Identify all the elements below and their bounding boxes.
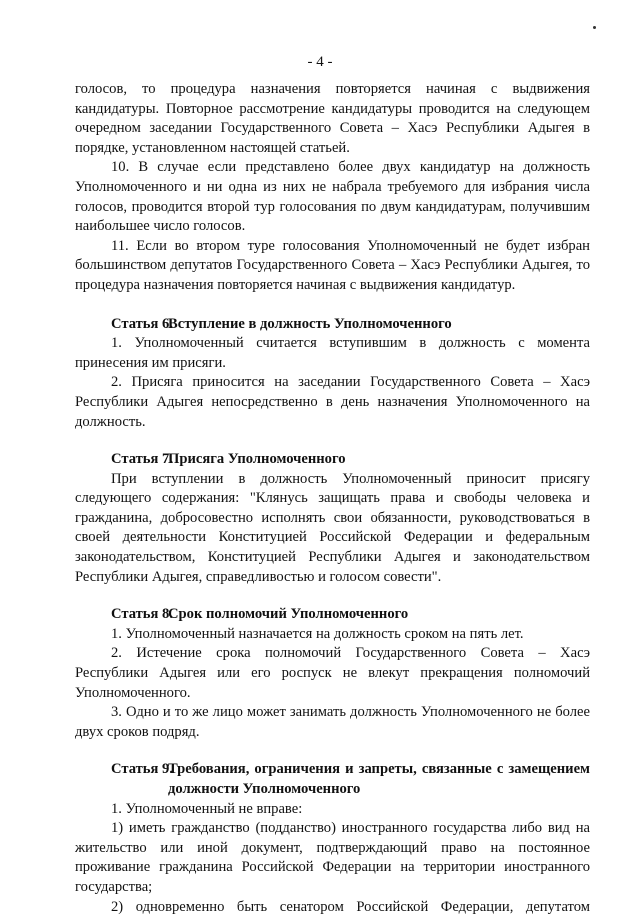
article-6-heading — [75, 315, 590, 335]
article-number: Статья 9. — [111, 761, 173, 778]
paragraph: 2. Истечение срока полномочий Государственного Совета – Хасэ Республики Адыгея или его роспуск не влекут прекращения полномочий Уполномоченного. — [75, 645, 590, 701]
article-7-heading — [75, 450, 590, 470]
paragraph: 2) одновременно быть сенатором Российской Федерации, депутатом — [111, 898, 590, 915]
paragraph: голосов, то процедура назначения повторяется начиная с выдвижения кандидатуры. Повторное рассмотрение кандидатуры проводится на следующем очередном заседании Государственного Совета – Хасэ Республики Адыгея в порядке, установленном настоящей статьей. — [75, 81, 590, 156]
article-8-heading — [75, 605, 590, 625]
scan-speck — [593, 26, 596, 29]
article-title: Срок полномочий Уполномоченного — [168, 606, 409, 623]
paragraph: 1. Уполномоченный считается вступившим в должность с момента принесения им присяги. — [75, 335, 590, 371]
article-title: Вступление в должность Уполномоченного — [168, 315, 452, 332]
document-body — [75, 80, 590, 917]
paragraph: При вступлении в должность Уполномоченный приносит присягу следующего содержания: "Клянусь защищать права и свободы человека и гражданина, добросовестно исполнять свои обязанности, руководствоваться в своей деятельности Конституцией Российской Федерации и федеральным законодательством, Конституцией Республики Адыгея и законодательством Республики Адыгея, справедливостью и голосом совести". — [75, 470, 590, 585]
article-9-heading — [75, 760, 590, 799]
paragraph: 2. Присяга приносится на заседании Государственного Совета – Хасэ Республики Адыгея непосредственно в день назначения Уполномоченного на должность. — [75, 374, 590, 430]
article-number: Статья 7. — [111, 451, 173, 468]
page-number: - 4 - — [307, 54, 333, 70]
article-number: Статья 8. — [111, 606, 173, 623]
article-title: Требования, ограничения и запреты, связанные с замещением должности Уполномоченного — [168, 761, 590, 797]
paragraph: 1. Уполномоченный назначается на должность сроком на пять лет. — [111, 625, 524, 642]
paragraph: 1. Уполномоченный не вправе: — [111, 800, 303, 817]
paragraph: 10. В случае если представлено более двух кандидатур на должность Уполномоченного и ни одна из них не набрала требуемого для избрания числа голосов, проводится второй тур голосования по двум кандидатурам, получившим наибольшее число голосов. — [75, 159, 590, 235]
paragraph: 1) иметь гражданство (подданство) иностранного государства либо вид на жительство или иной документ, подтверждающий право на постоянное проживание гражданина Российской Федерации на территории иностранного государства; — [75, 820, 590, 895]
paragraph: 3. Одно и то же лицо может занимать должность Уполномоченного не более двух сроков подряд. — [75, 704, 590, 740]
article-number: Статья 6. — [111, 315, 173, 332]
paragraph: 11. Если во втором туре голосования Уполномоченный не будет избран большинством депутатов Государственного Совета – Хасэ Республики Адыгея, то процедура назначения повторяется начиная с выдвижения кандидатур. — [75, 237, 590, 293]
article-title: Присяга Уполномоченного — [168, 451, 346, 468]
